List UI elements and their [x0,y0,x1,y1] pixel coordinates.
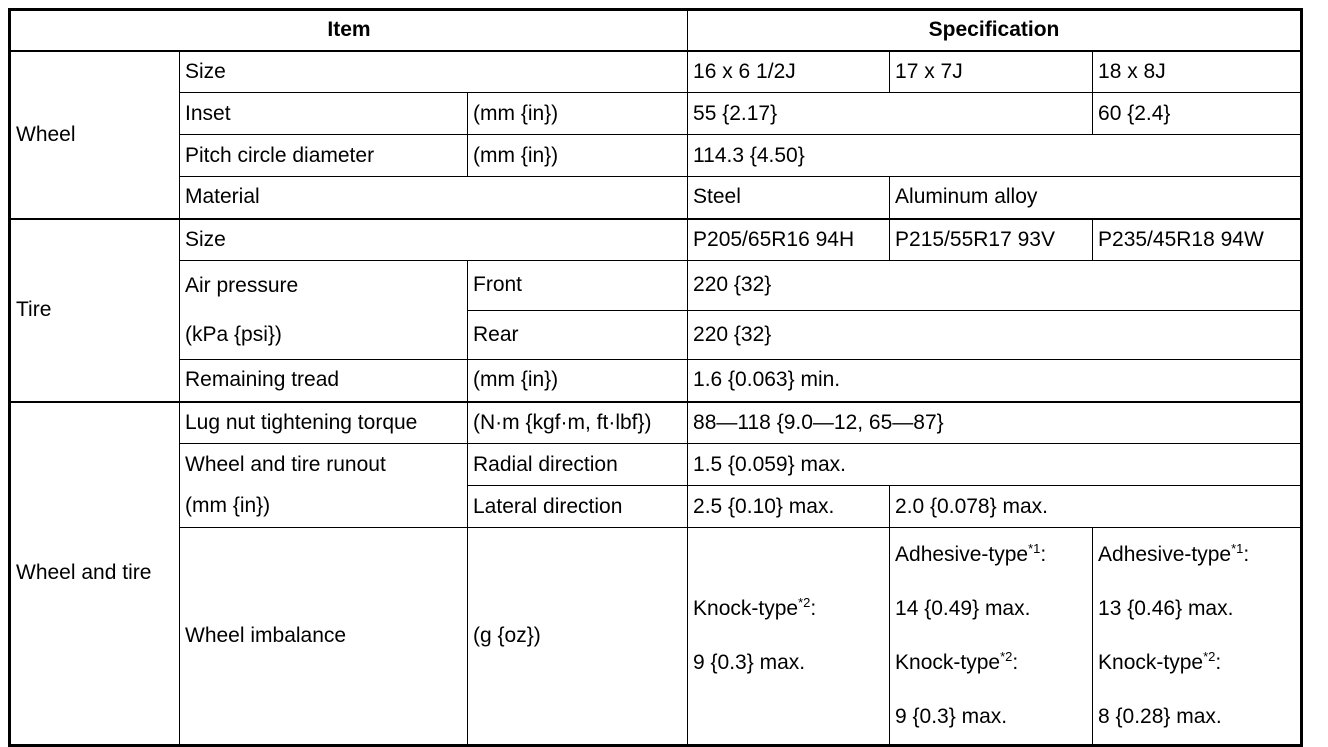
wheel-inset-unit: (mm {in}) [468,93,688,135]
imbalance-17-knock: Knock-type [895,651,1001,674]
imbalance-17 [890,528,1093,746]
imbalance-16-colon: : [810,597,817,620]
wheel-material-row [10,177,1302,219]
imbalance-17-adhesive-value: 14 {0.49} max. [895,597,1031,620]
group-wheel: Wheel [10,51,180,219]
tire-tread-label: Remaining tread [180,360,468,402]
lug-value: 88—118 {9.0—12, 65—87} [688,402,1302,444]
imbalance-17-knock-value: 9 {0.3} max. [895,705,1008,728]
spec-table [8,8,1303,747]
runout-lateral-row [10,486,1302,528]
imbalance-18-knock-value: 8 {0.28} max. [1098,705,1222,728]
tire-size-row [10,219,1302,261]
runout-radial-value: 1.5 {0.059} max. [688,444,1302,486]
tire-air-rear-label: Rear [468,310,688,360]
wheel-material-aluminum: Aluminum alloy [890,177,1302,219]
header-item: Item [10,10,688,51]
imbalance-label: Wheel imbalance [180,528,468,746]
wheel-inset-16-17: 55 {2.17} [688,93,1093,135]
tire-air-label-1: Air pressure [185,274,299,297]
imbalance-18-knock: Knock-type [1098,651,1204,674]
runout-radial-label: Radial direction [468,444,688,486]
tire-size-16: P205/65R16 94H [688,219,890,261]
header-specification: Specification [688,10,1302,51]
wheel-material-label: Material [180,177,688,219]
header-row [10,10,1302,51]
imbalance-18-adhesive-colon: : [1243,543,1250,566]
runout-radial-row [10,444,1302,486]
imbalance-row [10,528,1302,746]
imbalance-18-adhesive-value: 13 {0.46} max. [1098,597,1234,620]
lug-row [10,402,1302,444]
lug-label: Lug nut tightening torque [180,402,468,444]
wheel-material-steel: Steel [688,177,890,219]
wheel-inset-label: Inset [180,93,468,135]
tire-size-18: P235/45R18 94W [1093,219,1302,261]
imbalance-18-knock-colon: : [1215,651,1222,674]
runout-lateral-17-18: 2.0 {0.078} max. [890,486,1302,528]
runout-lateral-16: 2.5 {0.10} max. [688,486,890,528]
imbalance-17-adhesive-note: *1 [1028,541,1041,556]
tire-air-front-value: 220 {32} [688,261,1302,311]
tire-air-label-2: (kPa {psi}) [185,323,282,346]
tire-tread-value: 1.6 {0.063} min. [688,360,1302,402]
wheel-size-row [10,51,1302,93]
tire-air-front-row [10,261,1302,311]
imbalance-unit: (g {oz}) [468,528,688,746]
wheel-pcd-unit: (mm {in}) [468,135,688,177]
imbalance-16-value: 9 {0.3} max. [693,651,806,674]
imbalance-17-knock-colon: : [1012,651,1019,674]
group-tire: Tire [10,219,180,402]
imbalance-18 [1093,528,1302,746]
tire-tread-row [10,360,1302,402]
wheel-size-16: 16 x 6 1/2J [688,51,890,93]
tire-size-17: P215/55R17 93V [890,219,1093,261]
wheel-pcd-value: 114.3 {4.50} [688,135,1302,177]
imbalance-17-knock-note: *2 [1000,649,1013,664]
imbalance-16 [688,528,890,746]
imbalance-18-adhesive: Adhesive-type [1098,543,1232,566]
imbalance-17-adhesive-colon: : [1040,543,1047,566]
wheel-size-label: Size [180,51,688,93]
lug-unit: (N·m {kgf·m, ft·lbf}) [468,402,688,444]
imbalance-18-adhesive-note: *1 [1231,541,1244,556]
imbalance-16-note: *2 [798,595,811,610]
wheel-pcd-row [10,135,1302,177]
wheel-inset-row [10,93,1302,135]
wheel-pcd-label: Pitch circle diameter [180,135,468,177]
wheel-size-18: 18 x 8J [1093,51,1302,93]
imbalance-16-type: Knock-type [693,597,799,620]
wheel-inset-18: 60 {2.4} [1093,93,1302,135]
imbalance-18-knock-note: *2 [1203,649,1216,664]
group-wheel-and-tire: Wheel and tire [10,402,180,746]
tire-air-rear-value: 220 {32} [688,310,1302,360]
runout-label-1: Wheel and tire runout [180,444,468,486]
runout-label-2: (mm {in}) [180,486,468,528]
imbalance-17-adhesive: Adhesive-type [895,543,1029,566]
tire-tread-unit: (mm {in}) [468,360,688,402]
runout-lateral-label: Lateral direction [468,486,688,528]
wheel-size-17: 17 x 7J [890,51,1093,93]
tire-air-front-label: Front [468,261,688,311]
tire-size-label: Size [180,219,688,261]
tire-air-label [180,261,468,360]
